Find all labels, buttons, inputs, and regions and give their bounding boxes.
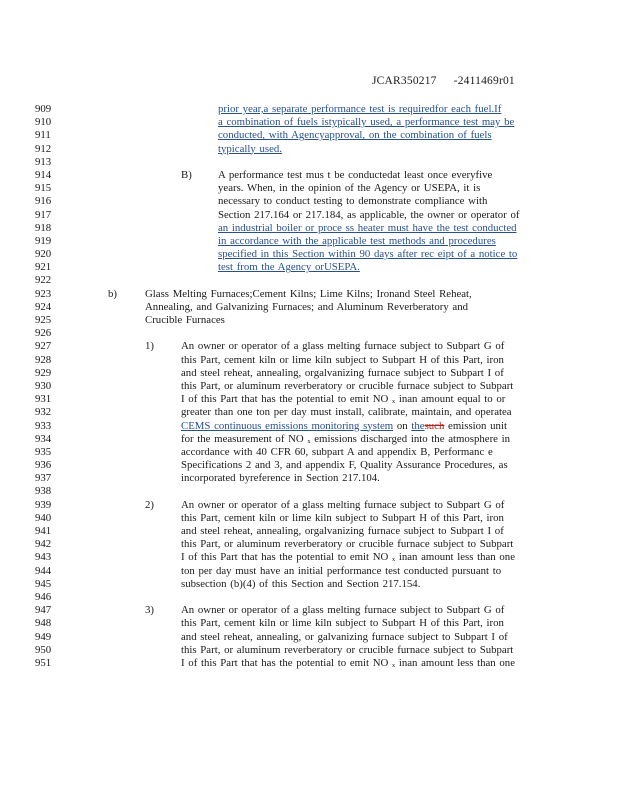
text-line bbox=[0, 288, 618, 301]
text-line bbox=[0, 512, 618, 525]
line-number: 951 bbox=[35, 656, 52, 669]
line-text bbox=[181, 617, 504, 630]
line-text bbox=[181, 420, 507, 433]
inserted-text: conducted, with Agencyapproval, on the combination of fuels bbox=[218, 129, 492, 142]
line-number: 943 bbox=[35, 551, 52, 564]
text-line bbox=[0, 406, 618, 419]
revision-id: -2411469r01 bbox=[453, 75, 515, 87]
line-number: 909 bbox=[35, 103, 52, 115]
text-line bbox=[0, 143, 618, 156]
line-number: 930 bbox=[35, 379, 52, 392]
line-text bbox=[181, 604, 504, 617]
line-number: 939 bbox=[35, 498, 52, 511]
text-line bbox=[0, 485, 618, 498]
text-segment: Annealing, and Galvanizing Furnaces; and Aluminum Reverberatory and bbox=[145, 300, 469, 313]
line-text bbox=[181, 525, 504, 538]
line-number: 921 bbox=[35, 261, 52, 274]
line-number: 944 bbox=[35, 564, 52, 577]
text-line bbox=[0, 499, 618, 512]
line-number: 910 bbox=[35, 116, 52, 129]
line-text bbox=[181, 644, 513, 657]
text-segment: years. When, in the opinion of the Agency or USEPA, it is bbox=[218, 182, 481, 195]
text-line bbox=[0, 367, 618, 380]
line-number: 945 bbox=[35, 577, 52, 590]
line-text bbox=[181, 578, 420, 591]
text-segment: accordance with 40 CFR 60, subpart A and appendix B, Performanc e bbox=[181, 445, 493, 458]
text-line bbox=[0, 538, 618, 551]
line-text bbox=[218, 209, 519, 222]
text-line bbox=[0, 314, 618, 327]
text-segment: An owner or operator of a glass melting furnace subject to Subpart G of bbox=[181, 340, 505, 353]
document-id: JCAR350217 bbox=[372, 75, 437, 87]
line-number: 924 bbox=[35, 300, 52, 313]
line-text bbox=[218, 116, 514, 129]
line-number: 912 bbox=[35, 142, 52, 155]
text-line bbox=[0, 354, 618, 367]
text-line bbox=[0, 169, 618, 182]
text-line bbox=[0, 578, 618, 591]
text-line bbox=[0, 644, 618, 657]
line-number: 926 bbox=[35, 327, 52, 340]
line-text bbox=[218, 261, 360, 274]
text-line bbox=[0, 327, 618, 340]
text-line bbox=[0, 446, 618, 459]
line-text bbox=[218, 248, 517, 261]
text-segment: Section 217.164 or 217.184, as applicable, the owner or operator of bbox=[218, 208, 520, 221]
text-line bbox=[0, 551, 618, 564]
text-line bbox=[0, 103, 618, 116]
line-text bbox=[145, 314, 225, 327]
text-segment: greater than one ton per day must install, calibrate, maintain, and operatea bbox=[181, 406, 512, 419]
inserted-text: prior year,a separate performance test is requiredfor each fuel.If bbox=[218, 103, 502, 115]
text-segment: Crucible Furnaces bbox=[145, 314, 225, 326]
line-number: 935 bbox=[35, 445, 52, 458]
text-line bbox=[0, 195, 618, 208]
line-number: 948 bbox=[35, 617, 52, 630]
line-number: 927 bbox=[35, 340, 52, 353]
line-text bbox=[218, 235, 496, 248]
text-line bbox=[0, 433, 618, 446]
line-text bbox=[181, 631, 508, 644]
line-number: 946 bbox=[35, 590, 52, 603]
line-number: 922 bbox=[35, 274, 52, 287]
line-text bbox=[181, 538, 513, 551]
text-segment: emission unit bbox=[444, 419, 507, 432]
line-text bbox=[218, 169, 492, 182]
text-line bbox=[0, 274, 618, 287]
line-text bbox=[181, 406, 512, 419]
text-segment: incorporated byreference in Section 217.104. bbox=[181, 472, 380, 485]
inserted-text: in accordance with the applicable test methods and procedures bbox=[218, 234, 496, 247]
text-line bbox=[0, 340, 618, 353]
text-line bbox=[0, 248, 618, 261]
line-number: 919 bbox=[35, 234, 52, 247]
line-number: 942 bbox=[35, 538, 52, 551]
inserted-text: specified in this Section within 90 days after rec eipt of a notice to bbox=[218, 248, 518, 261]
text-segment: I of this Part that has the potential to emit NO ₓ inan amount less than one bbox=[181, 551, 515, 564]
line-text bbox=[181, 433, 510, 446]
line-number: 936 bbox=[35, 459, 52, 472]
line-text bbox=[218, 182, 480, 195]
line-number: 932 bbox=[35, 406, 52, 419]
text-line bbox=[0, 182, 618, 195]
line-number: 940 bbox=[35, 511, 52, 524]
line-number: 949 bbox=[35, 630, 52, 643]
line-number: 933 bbox=[35, 419, 52, 432]
line-text bbox=[145, 301, 468, 314]
text-segment: and steel reheat, annealing, orgalvanizing furnace subject to Subpart I of bbox=[181, 525, 504, 537]
text-segment: An owner or operator of a glass melting furnace subject to Subpart G of bbox=[181, 604, 505, 617]
text-segment: for the measurement of NO ₓ emissions discharged into the atmosphere in bbox=[181, 432, 511, 445]
subsection-marker: 2) bbox=[145, 498, 154, 511]
text-segment: this Part, or aluminum reverberatory or crucible furnace subject to Subpart bbox=[181, 538, 514, 551]
document-body bbox=[0, 103, 618, 670]
text-segment: this Part, cement kiln or lime kiln subject to Subpart H of this Part, iron bbox=[181, 511, 504, 524]
line-number: 920 bbox=[35, 248, 52, 261]
line-number: 950 bbox=[35, 643, 52, 656]
text-line bbox=[0, 459, 618, 472]
line-text bbox=[218, 222, 517, 235]
text-line bbox=[0, 129, 618, 142]
text-segment: necessary to conduct testing to demonstrate compliance with bbox=[218, 195, 488, 208]
inserted-text: the bbox=[411, 419, 425, 432]
inserted-text: a combination of fuels istypically used, a performance test may be bbox=[218, 116, 515, 129]
line-number: 916 bbox=[35, 195, 52, 208]
line-number: 914 bbox=[35, 168, 52, 181]
text-line bbox=[0, 591, 618, 604]
line-text bbox=[181, 472, 380, 485]
line-text bbox=[181, 657, 515, 670]
text-segment: this Part, cement kiln or lime kiln subject to Subpart H of this Part, iron bbox=[181, 353, 504, 366]
text-line bbox=[0, 393, 618, 406]
text-line bbox=[0, 301, 618, 314]
text-segment: this Part, or aluminum reverberatory or crucible furnace subject to Subpart bbox=[181, 643, 514, 656]
line-text bbox=[181, 499, 504, 512]
line-text bbox=[181, 340, 504, 353]
subsection-marker: 3) bbox=[145, 604, 154, 617]
line-number: 941 bbox=[35, 525, 52, 537]
line-text bbox=[181, 565, 501, 578]
inserted-text: an industrial boiler or proce ss heater must have the test conducted bbox=[218, 221, 517, 234]
line-number: 915 bbox=[35, 182, 52, 195]
line-number: 918 bbox=[35, 221, 52, 234]
text-line bbox=[0, 657, 618, 670]
inserted-text: test from the Agency orUSEPA. bbox=[218, 261, 360, 274]
line-text bbox=[218, 143, 282, 156]
text-segment: and steel reheat, annealing, orgalvanizing furnace subject to Subpart I of bbox=[181, 366, 504, 379]
text-line bbox=[0, 380, 618, 393]
line-number: 917 bbox=[35, 208, 52, 221]
text-segment: Glass Melting Furnaces;Cement Kilns; Lime Kilns; Ironand Steel Reheat, bbox=[145, 287, 472, 300]
subsection-marker: 1) bbox=[145, 340, 154, 353]
line-number: 928 bbox=[35, 353, 52, 366]
inserted-text: typically used. bbox=[218, 142, 282, 155]
text-line bbox=[0, 235, 618, 248]
text-segment: I of this Part that has the potential to emit NO ₓ inan amount less than one bbox=[181, 656, 515, 669]
line-number: 947 bbox=[35, 604, 52, 617]
line-text bbox=[145, 288, 472, 301]
text-segment: this Part, or aluminum reverberatory or crucible furnace subject to Subpart bbox=[181, 379, 514, 392]
line-text bbox=[181, 367, 504, 380]
text-line bbox=[0, 156, 618, 169]
line-number: 929 bbox=[35, 366, 52, 379]
line-text bbox=[181, 512, 504, 525]
document-header bbox=[372, 75, 515, 87]
line-text bbox=[181, 551, 515, 564]
deleted-text: such bbox=[424, 419, 445, 432]
text-segment: and steel reheat, annealing, or galvanizing furnace subject to Subpart I of bbox=[181, 630, 508, 643]
text-segment: Specifications 2 and 3, and appendix F, Quality Assurance Procedures, as bbox=[181, 459, 508, 472]
text-line bbox=[0, 420, 618, 433]
text-line bbox=[0, 209, 618, 222]
line-number: 925 bbox=[35, 314, 52, 326]
inserted-text: CEMS continuous emissions monitoring system bbox=[181, 419, 394, 432]
line-text bbox=[181, 459, 508, 472]
line-text bbox=[218, 195, 487, 208]
text-line bbox=[0, 261, 618, 274]
text-line bbox=[0, 222, 618, 235]
line-number: 913 bbox=[35, 155, 52, 168]
line-text bbox=[218, 129, 492, 142]
text-segment: An owner or operator of a glass melting furnace subject to Subpart G of bbox=[181, 498, 505, 511]
line-number: 934 bbox=[35, 432, 52, 445]
line-number: 937 bbox=[35, 472, 52, 485]
text-line bbox=[0, 631, 618, 644]
text-segment: this Part, cement kiln or lime kiln subject to Subpart H of this Part, iron bbox=[181, 617, 504, 630]
text-line bbox=[0, 604, 618, 617]
line-number: 938 bbox=[35, 485, 52, 498]
text-line bbox=[0, 617, 618, 630]
line-number: 931 bbox=[35, 393, 52, 406]
text-line bbox=[0, 116, 618, 129]
text-line bbox=[0, 472, 618, 485]
subsection-marker: b) bbox=[108, 287, 117, 300]
text-segment: I of this Part that has the potential to emit NO ₓ inan amount equal to or bbox=[181, 393, 506, 406]
line-text bbox=[181, 354, 504, 367]
line-text bbox=[181, 380, 513, 393]
line-text bbox=[181, 446, 493, 459]
text-segment: subsection (b)(4) of this Section and Section 217.154. bbox=[181, 577, 421, 590]
subsection-marker: B) bbox=[181, 168, 192, 181]
line-number: 911 bbox=[35, 129, 51, 142]
line-text bbox=[181, 393, 505, 406]
line-text bbox=[218, 103, 501, 116]
text-line bbox=[0, 565, 618, 578]
text-segment: on bbox=[393, 419, 412, 432]
text-segment: A performance test mus t be conductedat least once everyfive bbox=[218, 168, 493, 181]
line-number: 923 bbox=[35, 287, 52, 300]
text-line bbox=[0, 525, 618, 538]
text-segment: ton per day must have an initial performance test conducted pursuant to bbox=[181, 564, 502, 577]
